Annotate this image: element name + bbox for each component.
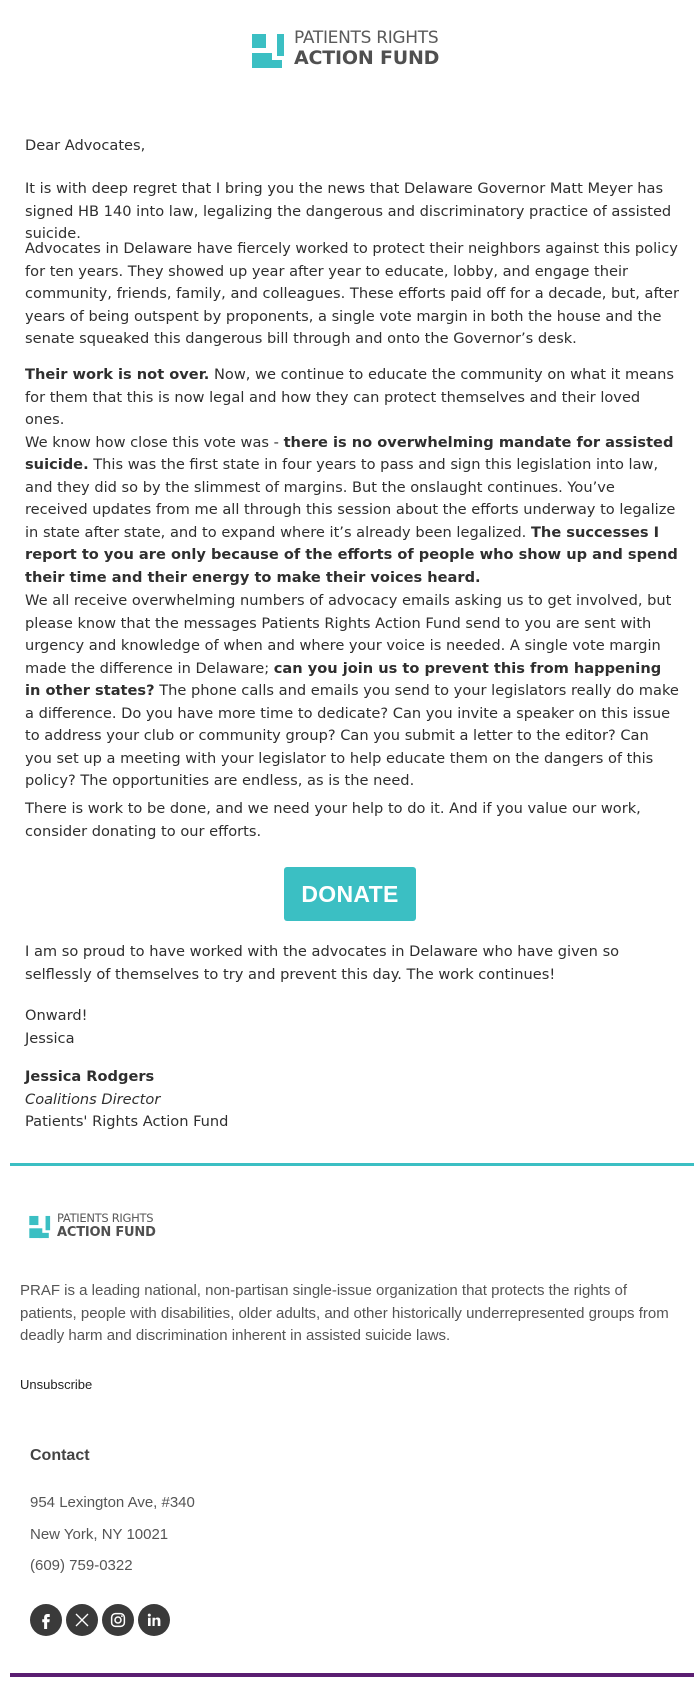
letter-paragraph-7: I am so proud to have worked with the advocates in Delaware who have given so selflessly of themselves to try and prevent this day. The work continues! xyxy=(25,943,620,983)
divider-teal xyxy=(10,1163,694,1166)
signature-title: Coalitions Director xyxy=(25,1090,161,1108)
divider-purple xyxy=(10,1673,694,1677)
letter-paragraph-5 xyxy=(25,590,680,793)
letter-paragraph-6: There is work to be done, and we need your help to do it. And if you value our work, consider donating to our efforts. xyxy=(25,800,641,840)
contact-heading: Contact xyxy=(30,1447,90,1464)
their-work-bold: Their work is not over. xyxy=(25,366,210,383)
donate-button[interactable]: DONATE xyxy=(284,867,416,921)
facebook-icon[interactable] xyxy=(30,1604,62,1636)
footer-logo[interactable] xyxy=(28,1213,168,1243)
address-line-1: 954 Lexington Ave, #340 xyxy=(30,1494,195,1511)
logo-mark-icon xyxy=(250,32,290,70)
p4-bold-1: there is no overwhelming mandate for assisted suicide. xyxy=(25,433,674,473)
linkedin-icon[interactable] xyxy=(138,1604,170,1636)
footer-description: PRAF is a leading national, non-partisan single-issue organization that protects the rights of patients, people with disabilities, older adults, and other historically underrepresented groups from deadly harm and discrimination inherent in assisted suicide laws. xyxy=(20,1282,669,1344)
phone-number: (609) 759-0322 xyxy=(30,1557,133,1574)
x-icon[interactable] xyxy=(66,1604,98,1636)
p5-part-a: We all receive overwhelming numbers of advocacy emails asking us to get involved, but please know that the messages Patients Rights Action Fund send to you are sent with urgency and knowledge of when and where your voice is needed. A single vote margin made the difference in Delaware; xyxy=(25,592,672,677)
address-line-2: New York, NY 10021 xyxy=(30,1526,169,1543)
letter-signature xyxy=(25,1066,680,1134)
p5-bold: can you join us to prevent this from happening in other states? xyxy=(25,659,662,699)
letter-greeting: Dear Advocates, xyxy=(25,137,146,154)
footer-logo-line1: PATIENTS RIGHTS xyxy=(57,1211,154,1225)
signature-org: Patients' Rights Action Fund xyxy=(25,1113,229,1130)
logo-line1: PATIENTS RIGHTS xyxy=(294,28,439,48)
p3-rest: Now, we continue to educate the community on what it means for them that this is now legal and how they can protect themselves and their loved ones. xyxy=(25,366,675,428)
footer-logo-line2: ACTION FUND xyxy=(57,1224,156,1240)
letter-paragraph-2: Advocates in Delaware have fiercely worked to protect their neighbors against this policy for ten years. They showed up year after year to educate, lobby, and engage their community, friends, family, and colleagues. These efforts paid off for a decade, but, after years of being outspent by proponents, a single vote margin in both the house and the senate squeaked this dangerous bill through and onto the Governor’s desk. xyxy=(25,240,680,347)
header-logo[interactable] xyxy=(250,30,450,76)
instagram-icon[interactable] xyxy=(102,1604,134,1636)
logo-line2: ACTION FUND xyxy=(294,47,440,69)
letter-paragraph-1: It is with deep regret that I bring you the news that Delaware Governor Matt Meyer has signed HB 140 into law, legalizing the dangerous and discriminatory practice of assisted suicide. xyxy=(25,180,672,242)
unsubscribe-link[interactable]: Unsubscribe xyxy=(20,1377,93,1392)
logo-mark-icon xyxy=(28,1214,54,1240)
letter-signoff xyxy=(25,1005,680,1050)
signoff-name: Jessica xyxy=(25,1029,75,1047)
p5-part-b: The phone calls and emails you send to your legislators really do make a difference. Do you have more time to dedicate? Can you invite a speaker on this issue to address your club or community group? Can you submit a letter to the editor? Can you set up a meeting with your legislator to help educate them on the dangers of this policy? The opportunities are endless, as is the need. xyxy=(25,682,679,789)
p4-part-b: This was the first state in four years to pass and sign this legislation into law, and they did so by the slimmest of margins. But the onslaught continues. You’ve received updates from me all through this session about the efforts underway to legalize in state after state, and to expand where it’s already been legalized. xyxy=(25,456,676,541)
signature-name: Jessica Rodgers xyxy=(25,1068,155,1085)
letter-paragraph-3 xyxy=(25,364,680,589)
p4-part-a: We know how close this vote was - xyxy=(25,433,284,451)
p4-bold-2: The successes I report to you are only because of the efforts of people who show up and spend their time and their energy to make their voices heard. xyxy=(25,523,678,586)
signoff-onward: Onward! xyxy=(25,1007,88,1024)
